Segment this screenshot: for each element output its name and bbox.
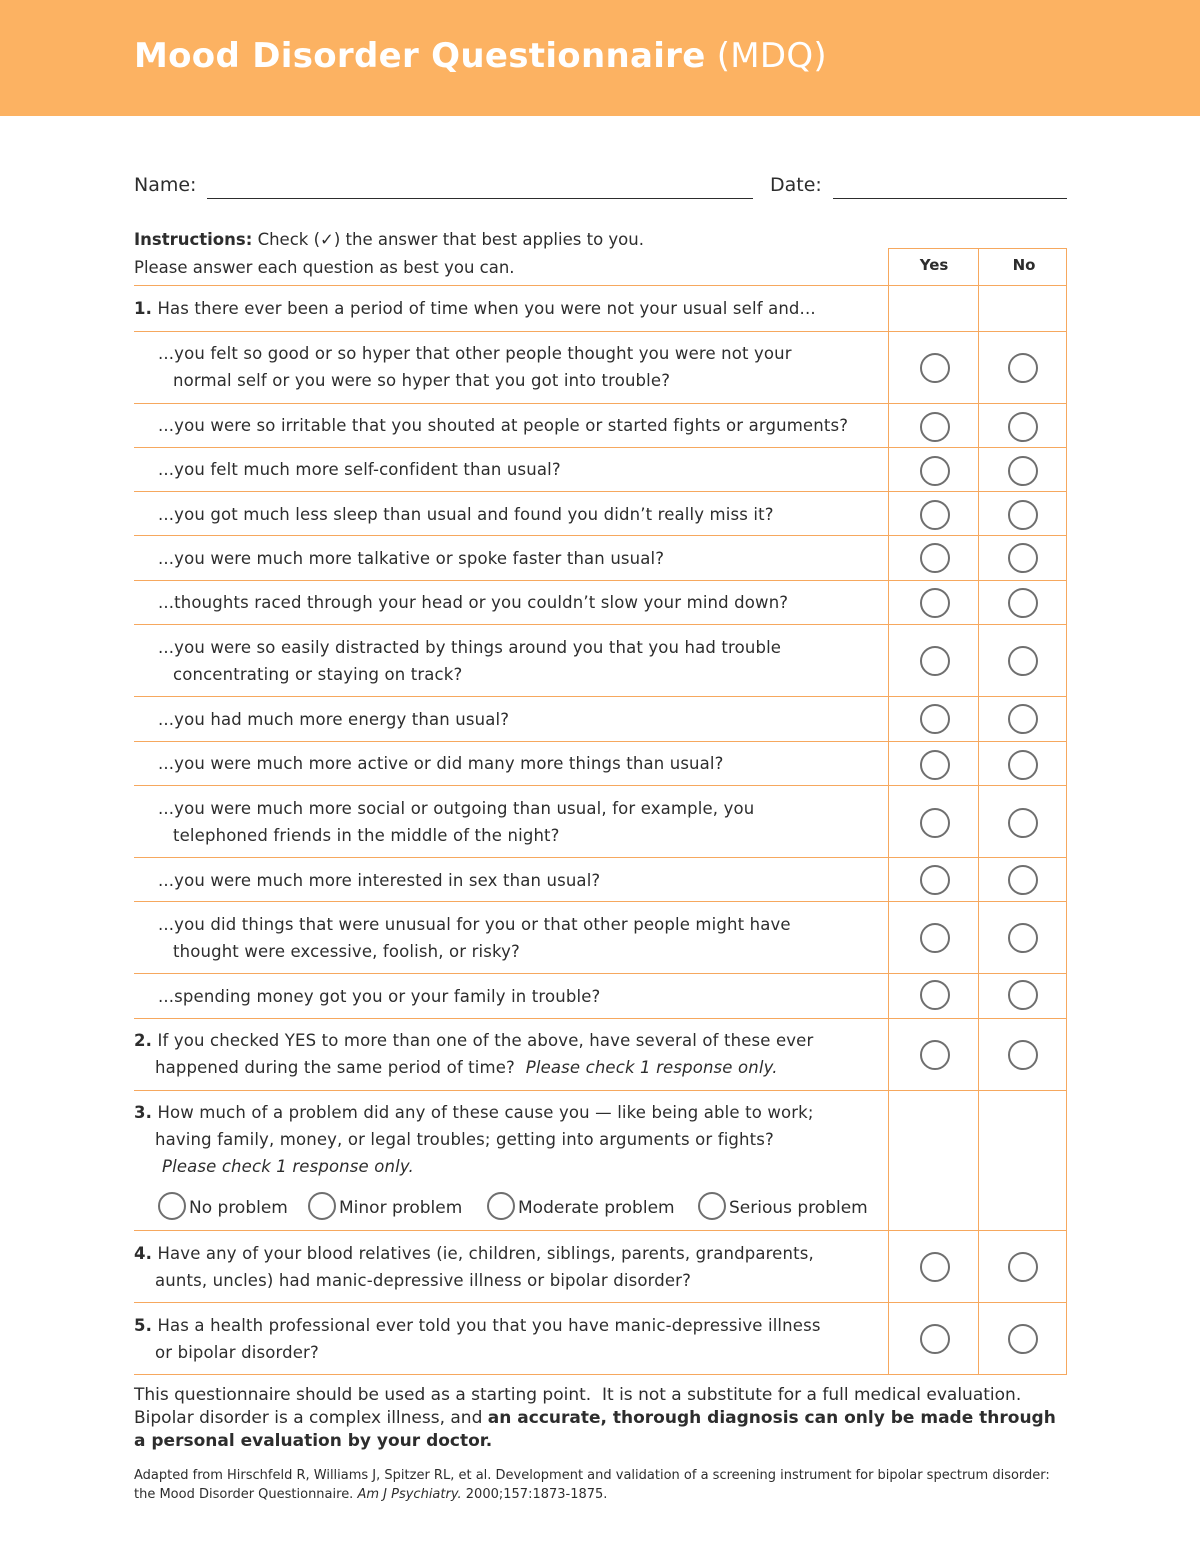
option-label: Moderate problem [518,1198,675,1218]
q1-item-13 [158,983,600,1010]
item-text: ...you felt much more self-confident than usual? [158,460,561,479]
checkmark-icon: ✓ [320,230,334,249]
item-text: ...you were much more social or outgoing than usual, for example, you [158,799,755,818]
grid-hline [134,535,1067,536]
question-note: Please check 1 response only. [525,1058,778,1077]
grid-hline [134,285,1067,286]
yes-column-header: Yes [919,256,949,274]
item-text: ...you felt so good or so hyper that other people thought you were not your [158,344,792,363]
q3-option-moderate-problem[interactable] [487,1194,675,1222]
question-text: If you checked YES to more than one of the above, have several of these ever [157,1031,814,1050]
question-4 [134,1240,814,1294]
grid-hline [134,331,1067,332]
question-note: Please check 1 response only. [162,1157,414,1176]
date-label: Date: [770,174,822,196]
q3-option-minor-problem[interactable] [308,1194,462,1222]
q1-6-yes-radio[interactable] [920,588,950,618]
q1-item-1 [158,340,792,394]
question-1 [134,295,816,322]
instructions [134,226,644,282]
q1-item-10 [158,795,754,849]
citation-text: Adapted from Hirschfeld R, Williams J, Spitzer RL, et al. Development and validation of a screening instrument for bipolar spectrum disorder: the Mood Disorder Questionnaire. [134,1468,1050,1502]
q1-4-no-radio[interactable] [1008,500,1038,530]
q1-8-yes-radio[interactable] [920,704,950,734]
q1-item-5 [158,545,664,572]
option-label: No problem [189,1198,288,1218]
disclaimer-line: This questionnaire should be used as a starting point. It is not a substitute for a full medical evaluation. [134,1385,1022,1405]
header-banner [0,0,1200,116]
question-text: having family, money, or legal troubles; getting into arguments or fights? [155,1130,774,1149]
q2-no-radio[interactable] [1008,1040,1038,1070]
title-abbr: (MDQ) [716,36,827,76]
item-text: ...you did things that were unusual for you or that other people might have [158,915,791,934]
item-text: normal self or you were so hyper that you got into trouble? [173,371,671,390]
q4-yes-radio[interactable] [920,1252,950,1282]
q1-6-no-radio[interactable] [1008,588,1038,618]
grid-hline [134,1374,1067,1375]
question-number: 4. [134,1244,153,1263]
q1-10-no-radio[interactable] [1008,808,1038,838]
instructions-line2: Please answer each question as best you can. [134,258,515,277]
grid-hline [134,857,1067,858]
q1-11-no-radio[interactable] [1008,865,1038,895]
q1-10-yes-radio[interactable] [920,808,950,838]
grid-hline [134,1230,1067,1231]
question-text: Have any of your blood relatives (ie, children, siblings, parents, grandparents, [157,1244,814,1263]
q1-9-yes-radio[interactable] [920,750,950,780]
grid-hline [134,447,1067,448]
q1-7-no-radio[interactable] [1008,646,1038,676]
grid-hline [134,696,1067,697]
citation-journal: Am J Psychiatry. [357,1487,462,1502]
q2-yes-radio[interactable] [920,1040,950,1070]
item-text: ...you were so easily distracted by things around you that you had trouble [158,638,782,657]
grid-vline [1066,248,1067,1374]
question-3 [134,1099,814,1180]
item-text: concentrating or staying on track? [173,665,463,684]
title-main: Mood Disorder Questionnaire [134,36,706,76]
q1-13-no-radio[interactable] [1008,980,1038,1010]
item-text: ...thoughts raced through your head or you couldn’t slow your mind down? [158,593,789,612]
question-number: 2. [134,1031,153,1050]
q1-9-no-radio[interactable] [1008,750,1038,780]
radio-button[interactable] [308,1192,336,1220]
grid-hline [134,973,1067,974]
q1-8-no-radio[interactable] [1008,704,1038,734]
q1-item-8 [158,706,509,733]
q1-item-6 [158,589,788,616]
disclaimer-emphasis: an accurate, thorough diagnosis can only be made through [487,1408,1056,1428]
question-text: Has there ever been a period of time when you were not your usual self and... [157,299,816,318]
q1-item-7 [158,634,781,688]
disclaimer [134,1384,1074,1453]
question-text: or bipolar disorder? [155,1343,319,1362]
option-label: Serious problem [729,1198,868,1218]
radio-button[interactable] [158,1192,186,1220]
q1-item-4 [158,501,774,528]
page-title [134,36,827,76]
question-text: aunts, uncles) had manic-depressive illness or bipolar disorder? [155,1271,692,1290]
instructions-text-b: ) the answer that best applies to you. [333,230,644,249]
option-label: Minor problem [339,1198,463,1218]
grid-hline [134,1018,1067,1019]
q1-5-yes-radio[interactable] [920,543,950,573]
q1-item-2 [158,412,848,439]
q1-item-11 [158,867,600,894]
question-text: Has a health professional ever told you that you have manic-depressive illness [157,1316,821,1335]
grid-hline [888,248,1067,249]
q1-12-no-radio[interactable] [1008,923,1038,953]
question-text: happened during the same period of time? [155,1058,515,1077]
date-field[interactable] [833,198,1067,199]
q1-1-yes-radio[interactable] [920,353,950,383]
grid-hline [134,491,1067,492]
question-number: 5. [134,1316,153,1335]
q1-2-yes-radio[interactable] [920,412,950,442]
question-text: How much of a problem did any of these cause you — like being able to work; [157,1103,814,1122]
q1-item-12 [158,911,791,965]
item-text: ...you were much more talkative or spoke faster than usual? [158,549,665,568]
q1-12-yes-radio[interactable] [920,923,950,953]
q1-13-yes-radio[interactable] [920,980,950,1010]
q1-2-no-radio[interactable] [1008,412,1038,442]
q1-4-yes-radio[interactable] [920,500,950,530]
item-text: ...you were much more interested in sex than usual? [158,871,601,890]
q5-yes-radio[interactable] [920,1324,950,1354]
instructions-text-a: Check ( [257,230,321,249]
q4-no-radio[interactable] [1008,1252,1038,1282]
grid-hline [134,741,1067,742]
instructions-label: Instructions: [134,230,253,249]
disclaimer-emphasis: a personal evaluation by your doctor. [134,1431,493,1451]
grid-hline [134,1090,1067,1091]
radio-button[interactable] [487,1192,515,1220]
question-2 [134,1027,813,1081]
no-column-header: No [1012,256,1036,274]
name-field[interactable] [207,198,753,199]
q1-3-no-radio[interactable] [1008,456,1038,486]
q5-no-radio[interactable] [1008,1324,1038,1354]
q1-7-yes-radio[interactable] [920,646,950,676]
citation-text: 2000;157:1873-1875. [461,1487,608,1502]
q1-item-3 [158,456,561,483]
q1-item-9 [158,750,724,777]
name-label: Name: [134,174,197,196]
grid-hline [134,901,1067,902]
disclaimer-line: Bipolar disorder is a complex illness, and [134,1408,488,1428]
q3-option-serious-problem[interactable] [698,1194,868,1222]
grid-hline [134,403,1067,404]
q1-5-no-radio[interactable] [1008,543,1038,573]
grid-hline [134,580,1067,581]
q1-11-yes-radio[interactable] [920,865,950,895]
item-text: ...spending money got you or your family in trouble? [158,987,601,1006]
question-5 [134,1312,821,1366]
item-text: ...you were much more active or did many more things than usual? [158,754,724,773]
grid-hline [134,624,1067,625]
radio-button[interactable] [698,1192,726,1220]
question-number: 3. [134,1103,153,1122]
q1-3-yes-radio[interactable] [920,456,950,486]
item-text: thought were excessive, foolish, or risky? [173,942,520,961]
q1-1-no-radio[interactable] [1008,353,1038,383]
item-text: ...you got much less sleep than usual and found you didn’t really miss it? [158,505,774,524]
question-number: 1. [134,299,153,318]
grid-hline [134,785,1067,786]
grid-vline [888,248,889,1374]
grid-vline [978,248,979,1374]
item-text: ...you had much more energy than usual? [158,710,510,729]
item-text: telephoned friends in the middle of the night? [173,826,560,845]
grid-hline [134,1302,1067,1303]
item-text: ...you were so irritable that you shouted at people or started fights or arguments? [158,416,849,435]
citation [134,1466,1074,1504]
q3-option-no-problem[interactable] [158,1194,288,1222]
